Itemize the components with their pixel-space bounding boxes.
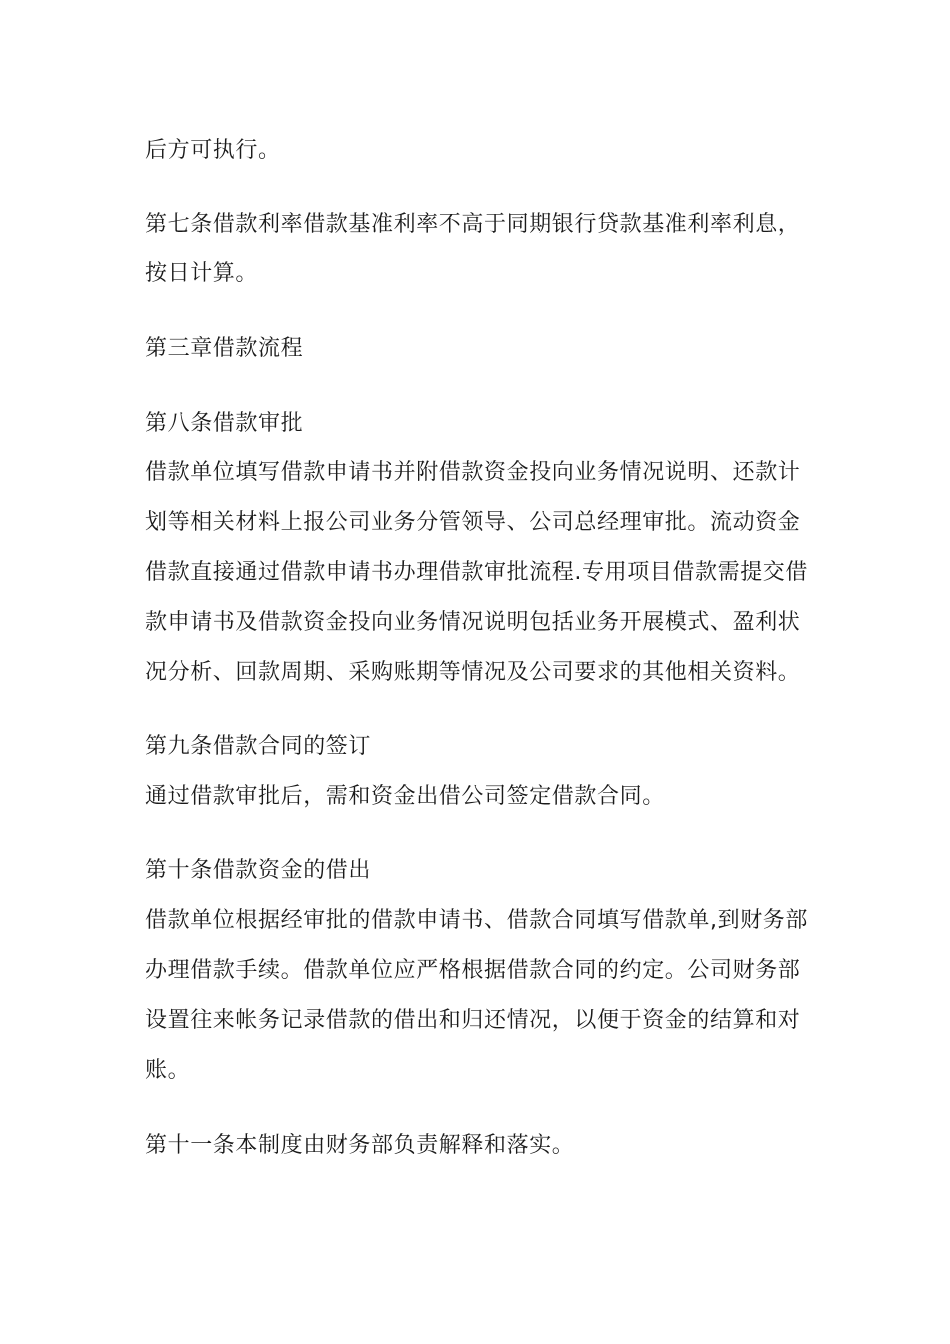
- article-8-line-2: 划等相关材料上报公司业务分管领导、公司总经理审批。流动资金: [145, 510, 801, 535]
- article-10-line-4: 账。: [145, 1058, 191, 1083]
- article-8-line-3: 借款直接通过借款申请书办理借款审批流程.专用项目借款需提交借: [145, 560, 808, 585]
- article-10-line-1: 借款单位根据经审批的借款申请书、借款合同填写借款单,到财务部: [145, 908, 808, 933]
- article-10-line-3: 设置往来帐务记录借款的借出和归还情况，以便于资金的结算和对: [145, 1008, 801, 1033]
- article-9-line-1: 通过借款审批后，需和资金出借公司签定借款合同。: [145, 784, 665, 809]
- article-7-line-2: 按日计算。: [145, 261, 259, 286]
- article-11-line-1: 第十一条本制度由财务部负责解释和落实。: [145, 1133, 575, 1158]
- article-10-line-2: 办理借款手续。借款单位应严格根据借款合同的约定。公司财务部: [145, 958, 801, 983]
- article-10-heading: 第十条借款资金的借出: [145, 858, 372, 883]
- article-7-line-1: 第七条借款利率借款基准利率不高于同期银行贷款基准利率利息，: [145, 212, 801, 237]
- chapter-3-heading: 第三章借款流程: [145, 336, 304, 361]
- article-8-heading: 第八条借款审批: [145, 411, 304, 436]
- article-8-line-1: 借款单位填写借款申请书并附借款资金投向业务情况说明、还款计: [145, 460, 801, 485]
- article-9-heading: 第九条借款合同的签订: [145, 734, 372, 759]
- article-8-line-5: 况分析、回款周期、采购账期等情况及公司要求的其他相关资料。: [145, 660, 801, 685]
- text-line-continuation: 后方可执行。: [145, 138, 281, 163]
- article-8-line-4: 款申请书及借款资金投向业务情况说明包括业务开展模式、盈利状: [145, 610, 801, 635]
